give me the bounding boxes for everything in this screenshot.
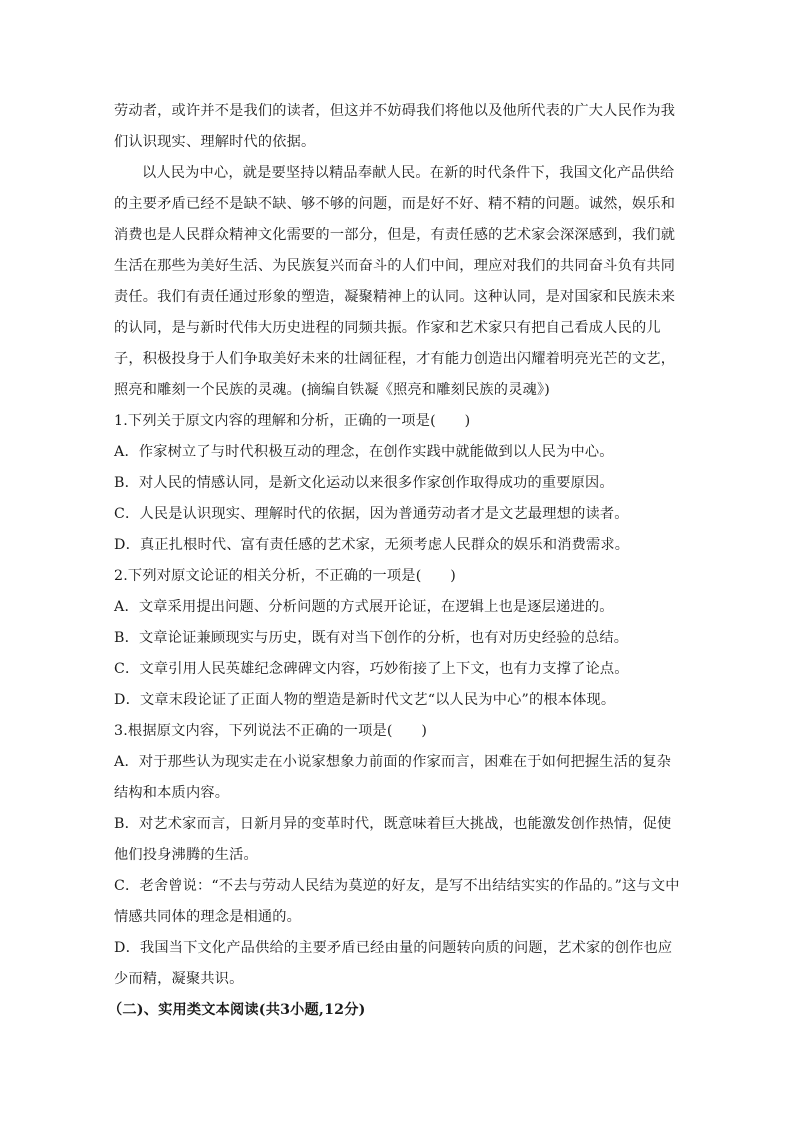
- option-d: D．我国当下文化产品供给的主要矛盾已经由量的问题转向质的问题，艺术家的创作也应少而精，凝聚共识。: [114, 940, 673, 987]
- document-body: [108, 96, 684, 1026]
- option-c: C．人民是认识现实、理解时代的依据，因为普通劳动者才是文艺最理想的读者。: [114, 506, 629, 522]
- option-a: A．作家树立了与时代积极互动的理念，在创作实践中就能做到以人民为中心。: [114, 444, 614, 460]
- question-1: [114, 406, 684, 561]
- option-b: B．对人民的情感认同，是新文化运动以来很多作家创作取得成功的重要原因。: [114, 475, 614, 491]
- option-a: A．文章采用提出问题、分析问题的方式展开论证，在逻辑上也是逐层递进的。: [114, 599, 614, 615]
- option-d: D．文章末段论证了正面人物的塑造是新时代文艺“以人民为中心”的根本体现。: [114, 692, 616, 708]
- section-heading: （二)、实用类文本阅读(共3小题,12分): [108, 1002, 366, 1018]
- passage-paragraph-continued: 劳动者，或许并不是我们的读者，但这并不妨碍我们将他以及他所代表的广大人民作为我们认识现实、理解时代的依据。: [114, 103, 676, 150]
- option-b: B．文章论证兼顾现实与历史，既有对当下创作的分析，也有对历史经验的总结。: [114, 630, 629, 646]
- option-a: A．对于那些认为现实走在小说家想象力前面的作家而言，困难在于如何把握生活的复杂结构和本质内容。: [114, 754, 672, 801]
- option-b: B．对艺术家而言，日新月异的变革时代，既意味着巨大挑战，也能激发创作热情，促使他们投身沸腾的生活。: [114, 816, 672, 863]
- question-stem: 1.下列关于原文内容的理解和分析，正确的一项是( ): [114, 413, 471, 429]
- option-d: D．真正扎根时代、富有责任感的艺术家，无须考虑人民群众的娱乐和消费需求。: [114, 537, 630, 553]
- question-stem: 2.下列对原文论证的相关分析，不正确的一项是( ): [114, 568, 456, 584]
- question-3: [114, 716, 684, 995]
- option-c: C．文章引用人民英雄纪念碑碑文内容，巧妙衔接了上下文，也有力支撑了论点。: [114, 661, 629, 677]
- passage-paragraph-main: 以人民为中心，就是要坚持以精品奉献人民。在新的时代条件下，我国文化产品供给的主要矛盾已经不是缺不缺、够不够的问题，而是好不好、精不精的问题。诚然，娱乐和消费也是人民群众精神文化需要的一部分，但是，有责任感的艺术家会深深感到，我们就生活在那些为美好生活、为民族复兴而奋斗的人们中间，理应对我们的共同奋斗负有共同责任。我们有责任通过形象的塑造，凝聚精神上的认同。这种认同，是对国家和民族未来的认同，是与新时代伟大历史进程的同频共振。作家和艺术家只有把自己看成人民的儿子，积极投身于人们争取美好未来的壮阔征程，才有能力创造出闪耀着明亮光芒的文艺，照亮和雕刻一个民族的灵魂。(摘编自铁凝《照亮和雕刻民族的灵魂》): [114, 165, 676, 398]
- question-2: [114, 561, 684, 716]
- question-stem: 3.根据原文内容，下列说法不正确的一项是( ): [114, 723, 428, 739]
- option-c: C．老舍曾说：“不去与劳动人民结为莫逆的好友，是写不出结结实实的作品的。”这与文中情感共同体的理念是相通的。: [114, 878, 680, 925]
